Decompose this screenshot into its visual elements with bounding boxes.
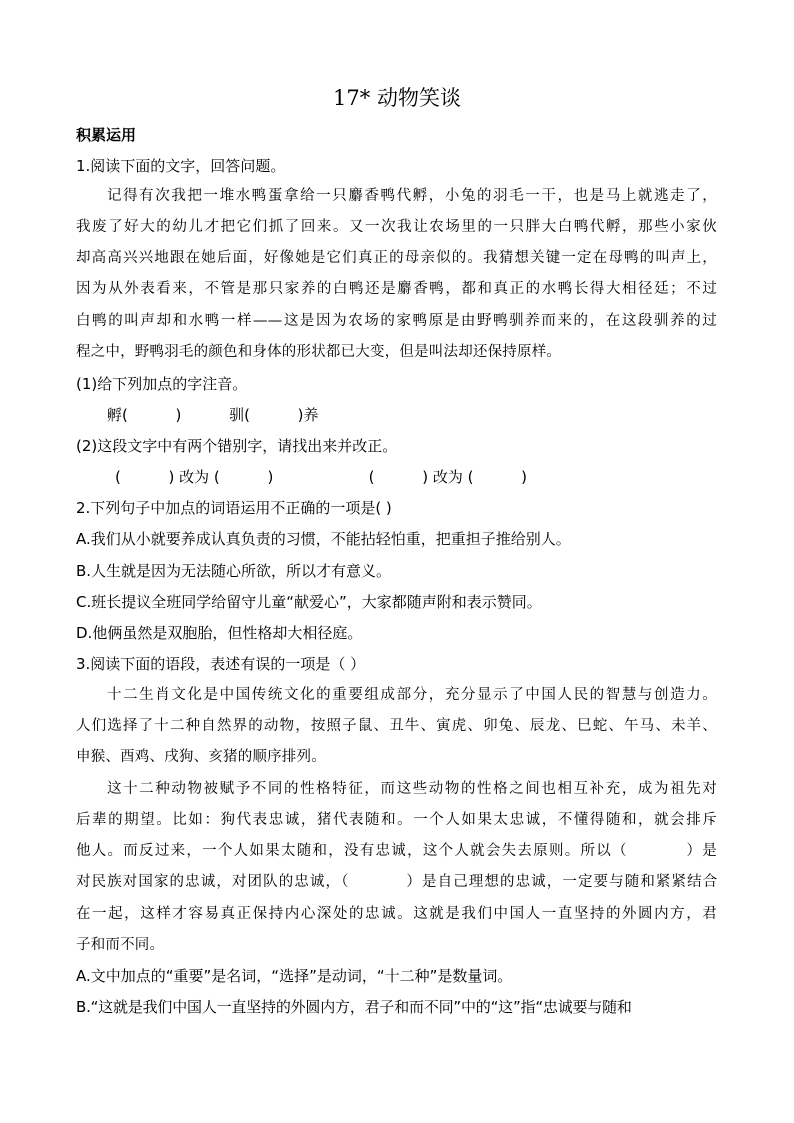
q3-option-a: A.文中加点的“重要”是名词，“选择”是动词，“十二种”是数量词。 — [76, 967, 513, 985]
q3-para2-line: 这十二种动物被赋予不同的性格特征，而这些动物的性格之间也相互补充，成为祖先对 — [107, 781, 717, 797]
page-title: 17* 动物笑谈 — [333, 86, 461, 110]
q2-option-c: C.班长提议全班同学给留守儿童“献爱心”，大家都随声附和表示赞同。 — [76, 593, 542, 611]
q1-passage-line: 白鸭的叫声却和水鸭一样——这是因为农场的家鸭原是由野鸭驯养而来的，在这段驯养的过 — [76, 313, 717, 329]
q3-para2-line: 在一起，这样才容易真正保持内心深处的忠诚。这就是我们中国人一直坚持的外圆内方，君 — [76, 906, 717, 922]
q1-passage-line: 记得有次我把一堆水鸭蛋拿给一只麝香鸭代孵，小兔的羽毛一干，也是马上就逃走了， — [107, 188, 717, 204]
q3-para1-line: 人们选择了十二种自然界的动物，按照子鼠、丑牛、寅虎、卯兔、辰龙、巳蛇、午马、未羊、 — [76, 718, 717, 734]
q1-passage-line: 因为从外表看来，不管是那只家养的白鸭还是麝香鸭，都和真正的水鸭长得大相径廷；不过 — [76, 281, 717, 297]
q3-para2-line: 对民族对国家的忠诚，对团队的忠诚，（ ）是自己理想的忠诚，一定要与随和紧紧结合 — [76, 874, 717, 890]
section-label: 积累运用 — [76, 126, 137, 144]
q1-passage-line: 却高高兴兴地跟在她后面，好像她是它们真正的母亲似的。我猜想关键一定在母鸭的叫声上， — [76, 250, 717, 266]
q2-option-a: A.我们从小就要养成认真负责的习惯，不能拈轻怕重，把重担子推给别人。 — [76, 530, 571, 548]
q3-para2-line: 他人。而反过来，一个人如果太随和，没有忠诚，这个人就会失去原则。所以（ ）是 — [76, 843, 717, 859]
q3-option-b: B.“这就是我们中国人一直坚持的外圆内方，君子和而不同”中的“这”指“忠诚要与随和 — [76, 998, 632, 1016]
q2-option-d: D.他俩虽然是双胞胎，但性格却大相径庭。 — [76, 624, 363, 642]
question-3-stem: 3.阅读下面的语段，表述有误的一项是（ ） — [76, 655, 366, 673]
question-2-stem: 2.下列句子中加点的词语运用不正确的一项是( ) — [76, 499, 392, 517]
q3-para1-line: 十二生肖文化是中国传统文化的重要组成部分，充分显示了中国人民的智慧与创造力。 — [107, 687, 717, 703]
q1-passage-line: 程之中，野鸭羽毛的颜色和身体的形状都已大变，但是叫法却还保持原样。 — [76, 344, 562, 360]
q1-sub1-answer-blanks: 孵( ) 驯( )养 — [107, 406, 319, 424]
q2-option-b: B.人生就是因为无法随心所欲，所以才有意义。 — [76, 562, 392, 580]
q1-sub1-prompt: (1)给下列加点的字注音。 — [76, 375, 248, 393]
q1-passage-line: 我废了好大的幼儿才把它们抓了回来。又一次我让农场里的一只胖大白鸭代孵，那些小家伙 — [76, 219, 717, 235]
q3-para1-line: 申猴、酉鸡、戌狗、亥猪的顺序排列。 — [76, 749, 326, 765]
q3-para2-line: 子和而不同。 — [76, 937, 165, 953]
q3-para2-line: 后辈的期望。比如：狗代表忠诚，猪代表随和。一个人如果太忠诚，不懂得随和，就会排斥 — [76, 812, 717, 828]
q1-sub2-answer-blanks: ( ) 改为 ( ) ( ) 改为 ( ) — [115, 468, 527, 486]
question-1-stem: 1.阅读下面的文字，回答问题。 — [76, 157, 286, 175]
q1-sub2-prompt: (2)这段文字中有两个错别字，请找出来并改正。 — [76, 437, 398, 455]
